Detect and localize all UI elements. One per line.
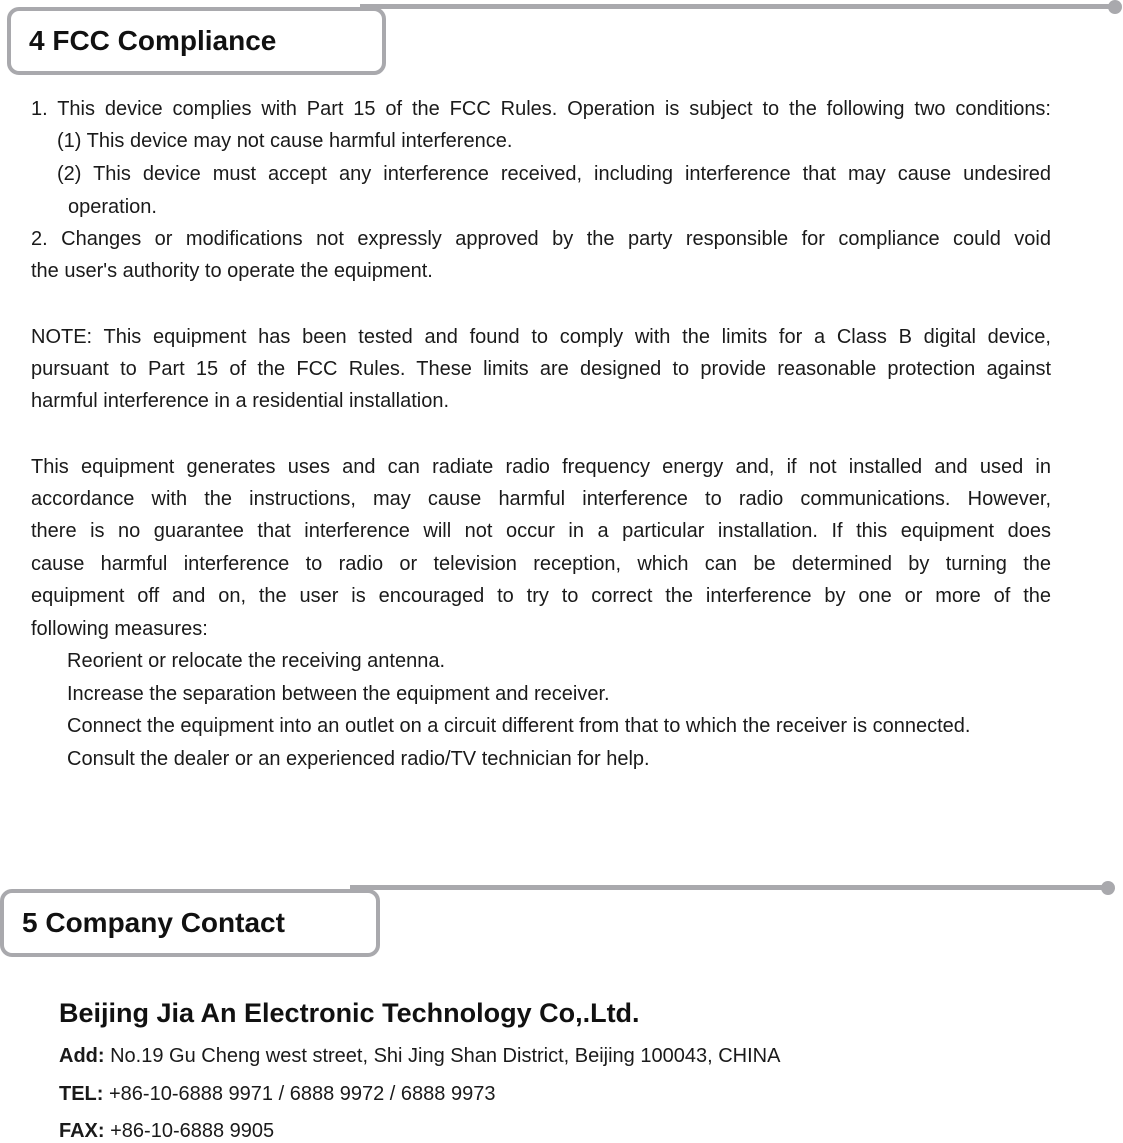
fcc-condition-2-cont: operation. <box>68 196 157 218</box>
fcc-measure-2: Increase the separation between the equipment and receiver. <box>67 683 610 705</box>
fcc-measure-3: Connect the equipment into an outlet on a circuit different from that to which the receiver is connected. <box>67 715 971 737</box>
section5-rule <box>350 885 1108 890</box>
tel-label: TEL: <box>59 1083 104 1105</box>
fcc-item-1: 1. This device complies with Part 15 of the FCC Rules. Operation is subject to the following two conditions: <box>31 98 1051 120</box>
fcc-measure-4: Consult the dealer or an experienced radio/TV technician for help. <box>67 748 650 770</box>
section5-title-text: 5 Company Contact <box>22 907 285 938</box>
fcc-note-line3: harmful interference in a residential installation. <box>31 390 449 412</box>
fcc-condition-1: (1) This device may not cause harmful interference. <box>57 130 513 152</box>
fcc-measure-1: Reorient or relocate the receiving antenna. <box>67 650 446 672</box>
address-label: Add: <box>59 1045 105 1067</box>
fax-value: +86-10-6888 9905 <box>110 1120 275 1142</box>
section4-rule <box>360 4 1115 9</box>
fcc-note-line2: pursuant to Part 15 of the FCC Rules. These limits are designed to provide reasonable protection against <box>31 358 1051 380</box>
fcc-para-line6: following measures: <box>31 618 208 640</box>
fcc-para-line2: accordance with the instructions, may cause harmful interference to radio communications. However, <box>31 488 1051 510</box>
section5-title <box>0 889 380 957</box>
fcc-para-line3: there is no guarantee that interference will not occur in a particular installation. If this equipment does <box>31 520 1051 542</box>
fcc-item-2-line1: 2. Changes or modifications not expressly approved by the party responsible for compliance could void <box>31 228 1051 250</box>
fcc-note-line1: NOTE: This equipment has been tested and found to comply with the limits for a Class B digital device, <box>31 326 1051 348</box>
tel-value: +86-10-6888 9971 / 6888 9972 / 6888 9973 <box>109 1083 496 1105</box>
company-name: Beijing Jia An Electronic Technology Co,.Ltd. <box>59 998 640 1028</box>
section4-rule-dot <box>1108 0 1122 14</box>
fcc-para-line4: cause harmful interference to radio or television reception, which can be determined by turning the <box>31 553 1051 575</box>
fcc-para-line5: equipment off and on, the user is encouraged to try to correct the interference by one or more of the <box>31 585 1051 607</box>
section4-title <box>7 7 386 75</box>
fcc-item-2-line2: the user's authority to operate the equipment. <box>31 260 433 282</box>
contact-tel <box>59 1083 495 1106</box>
section5-rule-dot <box>1101 881 1115 895</box>
fcc-condition-2: (2) This device must accept any interference received, including interference that may cause undesired <box>57 163 1051 185</box>
address-value: No.19 Gu Cheng west street, Shi Jing Shan District, Beijing 100043, CHINA <box>110 1045 781 1067</box>
fax-label: FAX: <box>59 1120 105 1142</box>
contact-fax <box>59 1120 274 1143</box>
section4-title-text: 4 FCC Compliance <box>29 25 277 56</box>
contact-address <box>59 1045 780 1068</box>
fcc-para-line1: This equipment generates uses and can radiate radio frequency energy and, if not installed and used in <box>31 456 1051 478</box>
